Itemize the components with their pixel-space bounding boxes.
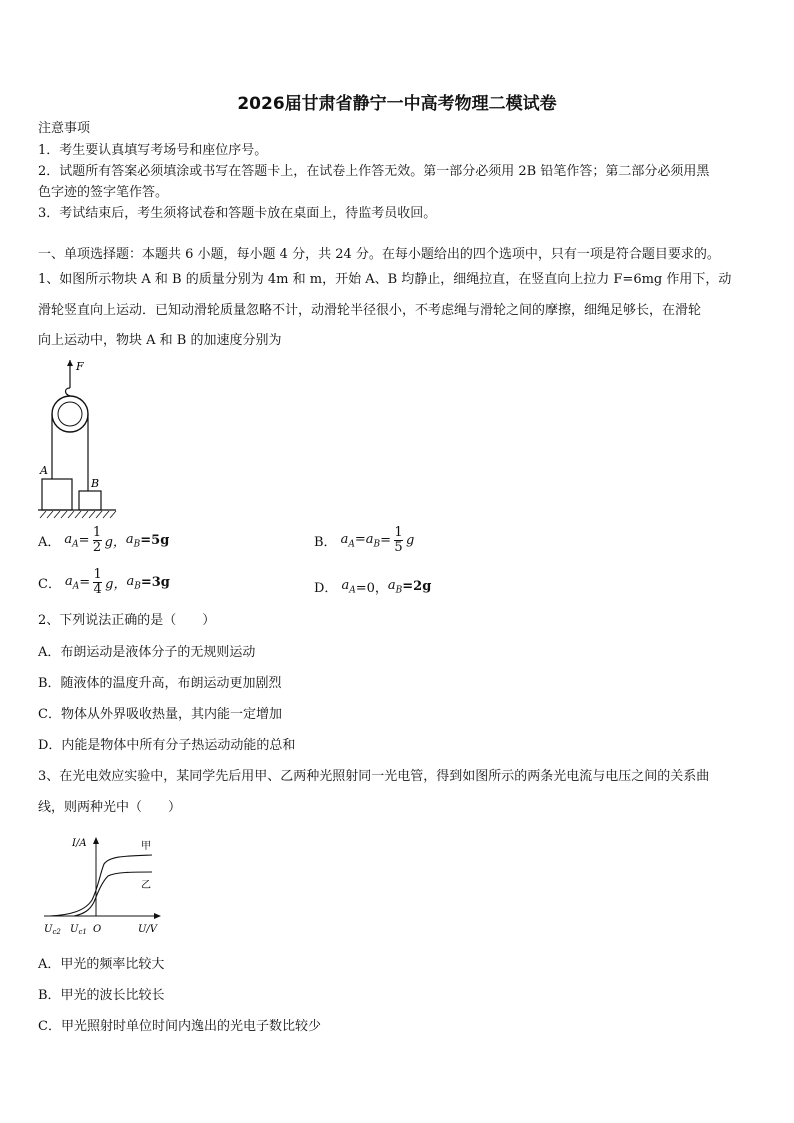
q1-stem-line3: 向上运动中，物块 A 和 B 的加速度分别为 [38,333,282,348]
q1-stem-line2: 滑轮竖直向上运动．已知动滑轮质量忽略不计，动滑轮半径很小，不考虑绳与滑轮之间的摩擦，细绳足够长，在滑轮 [38,303,702,318]
section-heading: 一、单项选择题：本题共 6 小题，每小题 4 分，共 24 分。在每小题给出的四个选项中，只有一项是符合题目要求的。 [38,247,720,262]
notice-heading: 注意事项 [38,121,91,136]
q2-option-a: A．布朗运动是液体分子的无规则运动 [38,645,256,660]
origin-label: O [93,924,102,935]
q2-option-b: B．随液体的温度升高，布朗运动更加剧烈 [38,676,282,691]
q3-stem-line1: 3、在光电效应实验中，某同学先后用甲、乙两种光照射同一光电管，得到如图所示的两条光电流与电压之间的关系曲 [38,769,710,784]
pulley [52,396,88,432]
x-axis-label: U/V [138,924,158,935]
curve-yi-label: 乙 [141,880,151,891]
notice-item-3: 3．考试结束后，考生须将试卷和答题卡放在桌面上，待监考员收回。 [38,206,437,221]
q3-option-a: A．甲光的频率比较大 [38,957,165,972]
curve-jia-label: 甲 [141,841,151,852]
block-a-label: A [40,464,48,477]
q2-option-d: D．内能是物体中所有分子热运动动能的总和 [38,738,296,753]
q1-option-b: B． $a_A$ $=a_B$ = $\frac{1}{5}$ g [314,525,415,555]
q2-stem: 2、下列说法正确的是（ ） [38,613,216,628]
q1-option-d: D． $a_A$ =0， $a_B$ =2g [314,577,432,596]
pulley-figure [36,358,118,520]
notice-item-2: 2．试题所有答案必须填涂或书写在答题卡上，在试卷上作答无效。第一部分必须用 2B 铅笔作答；第二部分必须用黑 [38,164,710,179]
q3-stem-line2: 线，则两种光中（ ） [38,800,182,815]
y-axis-label: I/A [72,838,87,849]
curve-yi [74,872,152,916]
block-b [79,491,101,510]
uc1-label: $U_{c1}$ [70,924,87,936]
notice-item-1: 1．考生要认真填写考场号和座位序号。 [38,143,268,158]
block-b-label: B [91,477,100,490]
q3-option-b: B．甲光的波长比较长 [38,988,165,1003]
notice-item-2-cont: 色字迹的签字笔作答。 [38,185,169,200]
iv-graph [40,832,170,938]
uc2-label: $U_{c2}$ [44,924,61,936]
block-a [42,479,72,510]
q2-option-c: C．物体从外界吸收热量，其内能一定增加 [38,707,282,722]
q1-stem-line1: 1、如图所示物块 A 和 B 的质量分别为 4m 和 m，开始 A、B 均静止，细绳拉直，在竖直向上拉力 F=6mg 作用下，动 [38,272,732,287]
force-label: F [76,360,84,373]
q1-option-a: A． $a_A$ = $\frac{1}{2}$ g， $a_B$ =5g [38,525,170,555]
q3-option-c: C．甲光照射时单位时间内逸出的光电子数比较少 [38,1019,321,1034]
q1-option-c: C． $a_A$ = $\frac{1}{4}$ g， $a_B$ =3g [38,567,170,597]
page-title: 2026届甘肃省静宁一中高考物理二模试卷 [237,94,557,114]
